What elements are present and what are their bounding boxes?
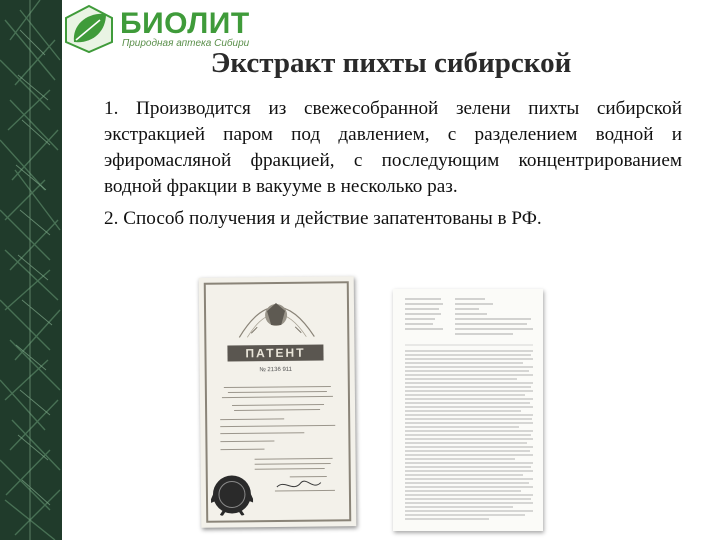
brand-name: БИОЛИТ — [120, 7, 250, 40]
paragraph-production: 1. Производится из свежесобранной зелени пихты сибирской экстракцией паром под давлением, с разделением водной и эфиромасляной фракцией, с последующим концентрированием водной фракции в вакууме в несколько раз. — [104, 98, 682, 197]
brand-tagline: Природная аптека Сибири — [122, 38, 250, 49]
patent-certificate-image — [199, 276, 357, 528]
coat-of-arms-icon — [229, 287, 325, 346]
document-text-lines — [393, 289, 543, 531]
certificate-banner: ПАТЕНТ — [227, 345, 323, 362]
paragraph-patent: 2. Способ получения и действие запатентованы в РФ. — [104, 208, 542, 229]
page-title: Экстракт пихты сибирской — [210, 47, 572, 79]
certificate-number: № 2136 911 — [259, 366, 293, 374]
patent-document-page-image — [393, 289, 543, 531]
description-text — [104, 96, 682, 232]
official-seal-icon — [211, 473, 253, 515]
